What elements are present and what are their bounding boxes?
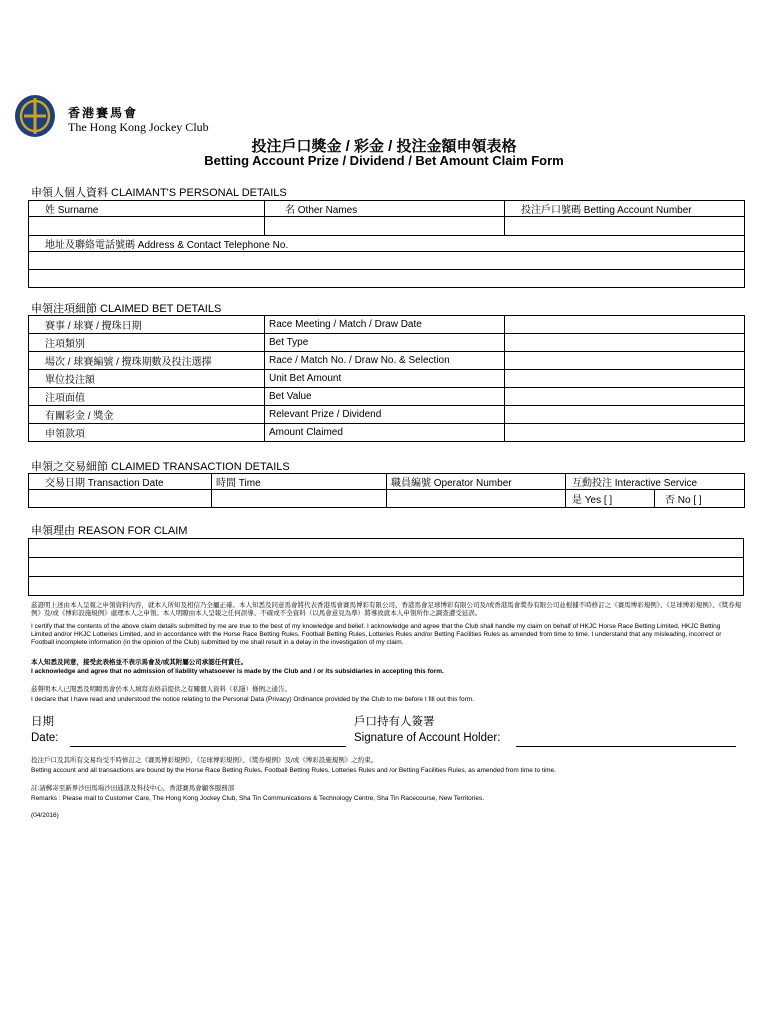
transaction-table: [28, 473, 745, 508]
declaration-en-3: I declare that I have read and understood the notice relating to the Personal Data (Privacy) Ordinance provided by the Club to me before I fill out this form.: [31, 696, 474, 703]
surname-label: 姓 Surname: [29, 201, 265, 217]
org-name-en: The Hong Kong Jockey Club: [68, 120, 209, 134]
date-label-zh: 日期: [31, 716, 54, 728]
bet-row-label-zh: 場次 / 球賽編號 / 攪珠期數及投注選擇: [29, 352, 265, 370]
account-number-field[interactable]: [505, 217, 745, 236]
footer-rules-zh: 投注戶口及其所有交易均受不時修訂之《賽馬博彩規例》、《足球博彩規例》、《獎券規例》及/或《博彩設施規例》之約束。: [31, 757, 378, 764]
transaction-heading: 申領之交易細節 CLAIMED TRANSACTION DETAILS: [31, 461, 290, 473]
declaration-en-1: I certify that the contents of the above claim details submitted by me are true to the best of my knowledge and belief. I acknowledge and agree that the Club shall handle my claim on behalf of HKJC Horse Race Betting Limited, HKJC Betting Limited and/or HKJC Lotteries Limited, and in accordance with the Horse Race Betting Rules, Football Betting Rules, Lotteries Rules and/or Betting Facilities Rules as amended from time to time. I understand that any misleading, incorrect or Football incomplete information (in the opinion of the Club) submitted by me shall result in a delay in the investigation of my claim.: [31, 623, 722, 646]
address-field-line-1[interactable]: [29, 252, 745, 270]
org-name-zh: 香港賽馬會: [68, 106, 139, 120]
transaction-time-label: 時間 Time: [212, 474, 387, 490]
declaration-zh-3: 茲聲明本人已閱悉及明瞭馬會於本人填寫表格前提供之有關個人資料（私隱）條例之通告。: [31, 686, 291, 693]
reason-field-line-2[interactable]: [29, 558, 744, 577]
bet-row-label-zh: 賽事 / 球賽 / 攪珠日期: [29, 316, 265, 334]
bet-row-label-en: Unit Bet Amount: [265, 370, 505, 388]
signature-label-zh: 戶口持有人簽署: [354, 716, 435, 728]
transaction-time-field[interactable]: [212, 490, 387, 508]
bet-table: [28, 315, 745, 442]
bet-row-label-zh: 有關彩金 / 獎金: [29, 406, 265, 424]
operator-number-field[interactable]: [387, 490, 566, 508]
bet-row-label-zh: 注項類別: [29, 334, 265, 352]
account-holder-signature-line[interactable]: [516, 746, 736, 747]
bet-row-field[interactable]: [505, 316, 745, 334]
bet-row-label-en: Race Meeting / Match / Draw Date: [265, 316, 505, 334]
other-names-field[interactable]: [265, 217, 505, 236]
declaration-zh-1: 茲證明上述由本人呈報之申領資料內容，就本人所知及相信乃全屬正確。本人知悉及同意馬會將代表香港馬會賽馬博彩有限公司、香港馬會足球博彩有限公司及/或香港馬會獎券有限公司並根據不時修訂之《賽馬博彩規例》、《足球博彩規例》、《獎券規例》及/或《博彩設施規例》處理本人之申領。本人明瞭由本人呈報之任何誤導、不確或不全資料（以馬會意見為準）將導致就本人申領所作之調查遭受延誤。: [31, 602, 742, 617]
address-field-line-2[interactable]: [29, 270, 745, 288]
form-version: (04/2016): [31, 812, 59, 819]
footer-remarks-zh: 註:請郵寄至新界沙田馬場沙田通訊及科技中心，香港賽馬會顧客服務部: [31, 785, 235, 792]
bet-row-field[interactable]: [505, 352, 745, 370]
reason-field-line-3[interactable]: [29, 577, 744, 596]
operator-number-label: 職員編號 Operator Number: [387, 474, 566, 490]
footer-rules-en: Betting account and all transactions are bound by the Horse Race Betting Rules, Football Betting Rules, Lotteries Rules and /or Betting Facilities Rules, as amended from time to time.: [31, 767, 556, 774]
transaction-date-field[interactable]: [29, 490, 212, 508]
declaration-zh-2: 本人知悉及同意，接受此表格並不表示馬會及/或其附屬公司承認任何責任。: [31, 659, 248, 666]
bet-row-label-en: Race / Match No. / Draw No. & Selection: [265, 352, 505, 370]
personal-table: [28, 200, 745, 288]
bet-row-label-en: Relevant Prize / Dividend: [265, 406, 505, 424]
reason-heading: 申領理由 REASON FOR CLAIM: [31, 525, 188, 537]
personal-heading: 申領人個人資料 CLAIMANT'S PERSONAL DETAILS: [31, 187, 287, 199]
bet-row-field[interactable]: [505, 334, 745, 352]
surname-field[interactable]: [29, 217, 265, 236]
interactive-yes-checkbox[interactable]: 是 Yes [ ]: [566, 490, 655, 508]
footer-remarks-en: Remarks : Please mail to Customer Care, The Hong Kong Jockey Club, Sha Tin Communications & Technology Centre, Sha Tin Racecourse, New Territories.: [31, 795, 485, 802]
date-signature-line[interactable]: [70, 746, 346, 747]
declaration-en-2: I acknowledge and agree that no admission of liability whatsoever is made by the Club and / or its subsidiaries in accepting this form.: [31, 668, 444, 675]
bet-row-label-en: Amount Claimed: [265, 424, 505, 442]
bet-row-label-zh: 注項面值: [29, 388, 265, 406]
bet-row-field[interactable]: [505, 388, 745, 406]
account-number-label: 投注戶口號碼 Betting Account Number: [505, 201, 745, 217]
other-names-label: 名 Other Names: [265, 201, 505, 217]
address-label: 地址及聯絡電話號碼 Address & Contact Telephone No.: [29, 236, 745, 252]
bet-row-field[interactable]: [505, 424, 745, 442]
bet-row-label-zh: 申領款項: [29, 424, 265, 442]
bet-row-label-en: Bet Type: [265, 334, 505, 352]
date-label-en: Date:: [31, 732, 59, 744]
bet-heading: 申領注項細節 CLAIMED BET DETAILS: [31, 303, 222, 315]
interactive-service-label: 互動投注 Interactive Service: [566, 474, 745, 490]
signature-label-en: Signature of Account Holder:: [354, 732, 501, 744]
hkjc-logo: [14, 94, 56, 138]
bet-row-field[interactable]: [505, 370, 745, 388]
reason-table: [28, 538, 744, 596]
reason-field-line-1[interactable]: [29, 539, 744, 558]
bet-row-label-zh: 單位投注額: [29, 370, 265, 388]
bet-row-label-en: Bet Value: [265, 388, 505, 406]
bet-row-field[interactable]: [505, 406, 745, 424]
transaction-date-label: 交易日期 Transaction Date: [29, 474, 212, 490]
form-title-en: Betting Account Prize / Dividend / Bet Amount Claim Form: [204, 153, 564, 168]
form-title-zh: 投注戶口獎金 / 彩金 / 投注金額申領表格: [251, 138, 517, 155]
interactive-no-checkbox[interactable]: 否 No [ ]: [655, 490, 745, 508]
